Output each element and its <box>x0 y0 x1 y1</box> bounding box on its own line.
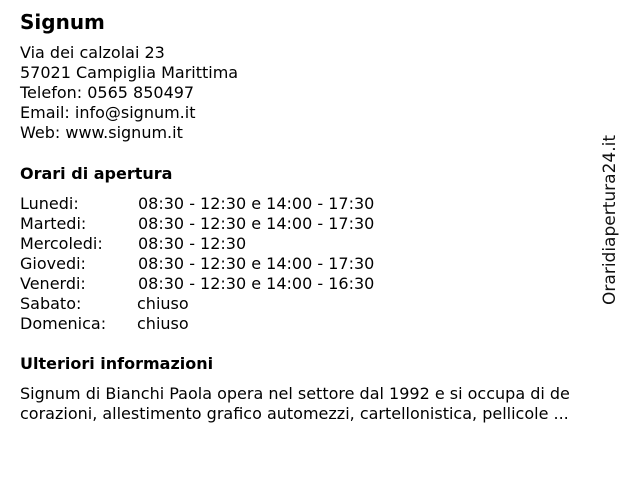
hours-row-wednesday <box>20 234 440 254</box>
hours-row-saturday <box>20 294 440 314</box>
description-line-1: Signum di Bianchi Paola opera nel settore dal 1992 e si occupa di de <box>20 384 570 403</box>
hours-time: 08:30 - 12:30 e 14:00 - 16:30 <box>138 274 375 293</box>
business-description <box>20 384 570 424</box>
hours-time: 08:30 - 12:30 e 14:00 - 17:30 <box>138 214 375 233</box>
hours-day: Martedi: <box>20 214 87 233</box>
hours-time: 08:30 - 12:30 <box>138 234 247 253</box>
hours-day: Giovedi: <box>20 254 86 273</box>
more-info-heading: Ulteriori informazioni <box>20 354 214 373</box>
business-name: Signum <box>20 10 105 34</box>
address-street: Via dei calzolai 23 <box>20 43 165 62</box>
address-city: 57021 Campiglia Marittima <box>20 63 239 82</box>
opening-hours-heading: Orari di apertura <box>20 164 173 183</box>
hours-time: 08:30 - 12:30 e 14:00 - 17:30 <box>138 254 375 273</box>
description-line-2: corazioni, allestimento grafico automezzi, cartellonistica, pellicole ... <box>20 404 569 423</box>
hours-row-monday <box>20 194 440 214</box>
hours-row-thursday <box>20 254 440 274</box>
hours-time: 08:30 - 12:30 e 14:00 - 17:30 <box>138 194 375 213</box>
hours-day: Domenica: <box>20 314 107 333</box>
hours-day: Mercoledi: <box>20 234 103 253</box>
side-brand-watermark: Oraridiapertura24.it <box>600 135 620 305</box>
hours-row-sunday <box>20 314 440 334</box>
hours-row-tuesday <box>20 214 440 234</box>
hours-day: Venerdi: <box>20 274 86 293</box>
hours-time: chiuso <box>137 314 189 333</box>
web-line: Web: www.signum.it <box>20 123 183 142</box>
opening-hours-list <box>20 194 440 334</box>
contact-block <box>20 43 238 143</box>
hours-row-friday <box>20 274 440 294</box>
hours-day: Sabato: <box>20 294 82 313</box>
hours-time: chiuso <box>137 294 189 313</box>
email-line: Email: info@signum.it <box>20 103 196 122</box>
hours-day: Lunedi: <box>20 194 79 213</box>
phone-line: Telefon: 0565 850497 <box>20 83 195 102</box>
